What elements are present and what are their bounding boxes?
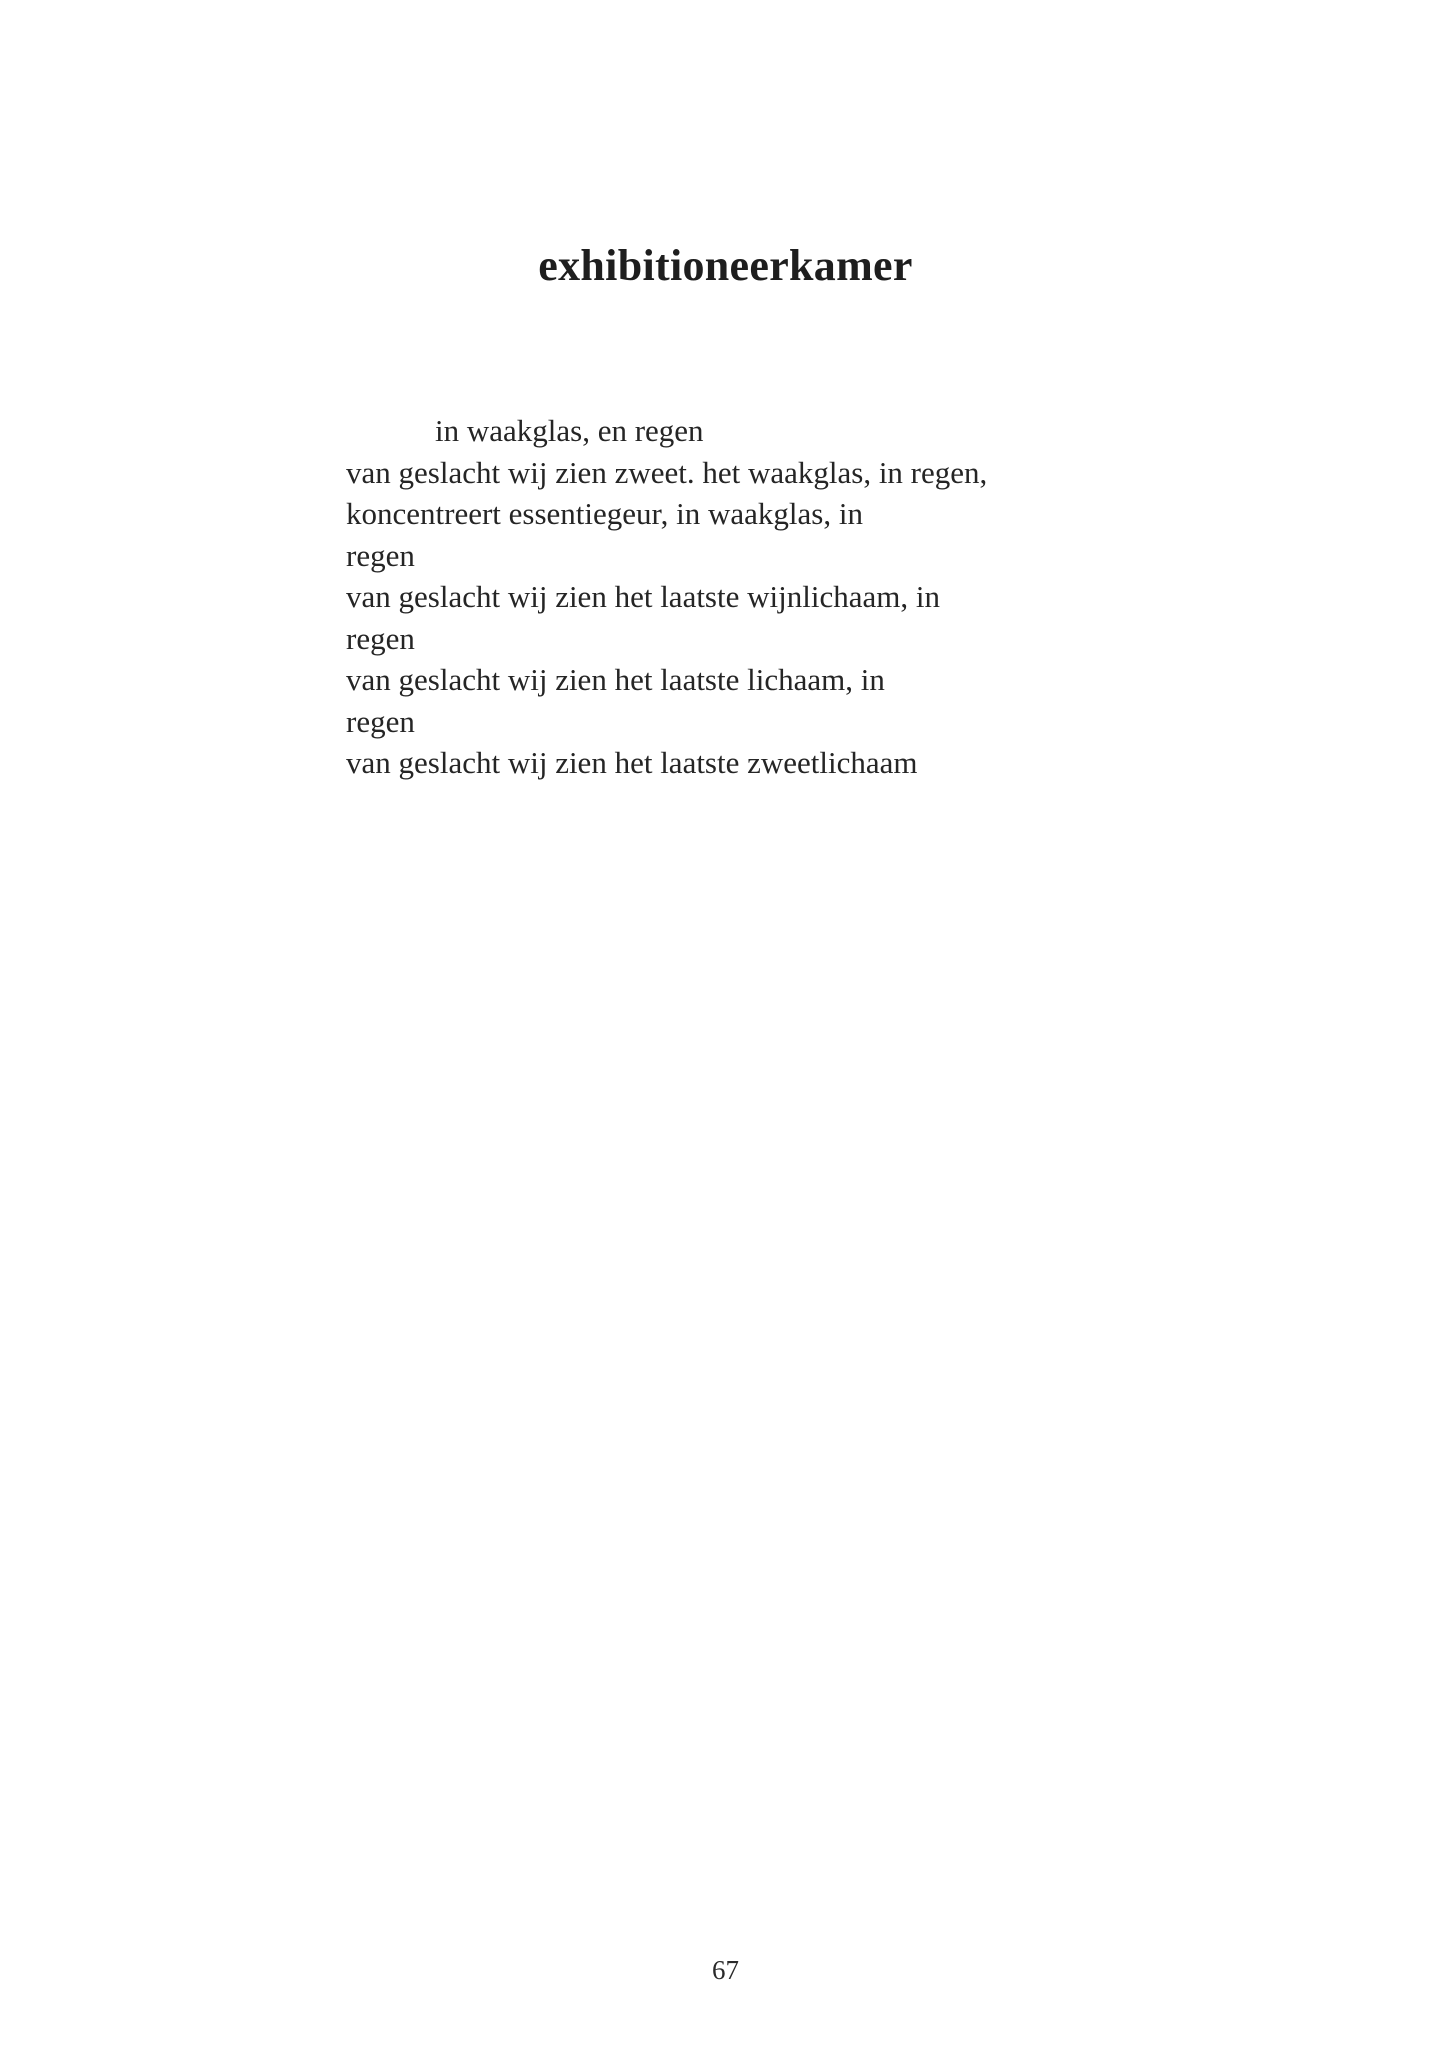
poem-title: exhibitioneerkamer bbox=[538, 241, 913, 290]
poem-line: regen bbox=[346, 620, 415, 656]
poem-line: van geslacht wij zien het laatste zweetlichaam bbox=[346, 745, 918, 780]
poem-line: regen bbox=[346, 537, 415, 573]
poem-line: van geslacht wij zien het laatste lichaam, in bbox=[346, 662, 885, 697]
poem-line: van geslacht wij zien zweet. het waakglas, in regen, bbox=[346, 454, 988, 490]
poem-line: regen bbox=[346, 703, 415, 739]
poem-line: in waakglas, en regen bbox=[435, 413, 704, 448]
poem-body bbox=[346, 410, 1346, 784]
poem-line: koncentreert essentiegeur, in waakglas, in bbox=[346, 496, 863, 531]
page-number: 67 bbox=[712, 1955, 739, 1985]
poem-line: van geslacht wij zien het laatste wijnlichaam, in bbox=[346, 579, 940, 614]
